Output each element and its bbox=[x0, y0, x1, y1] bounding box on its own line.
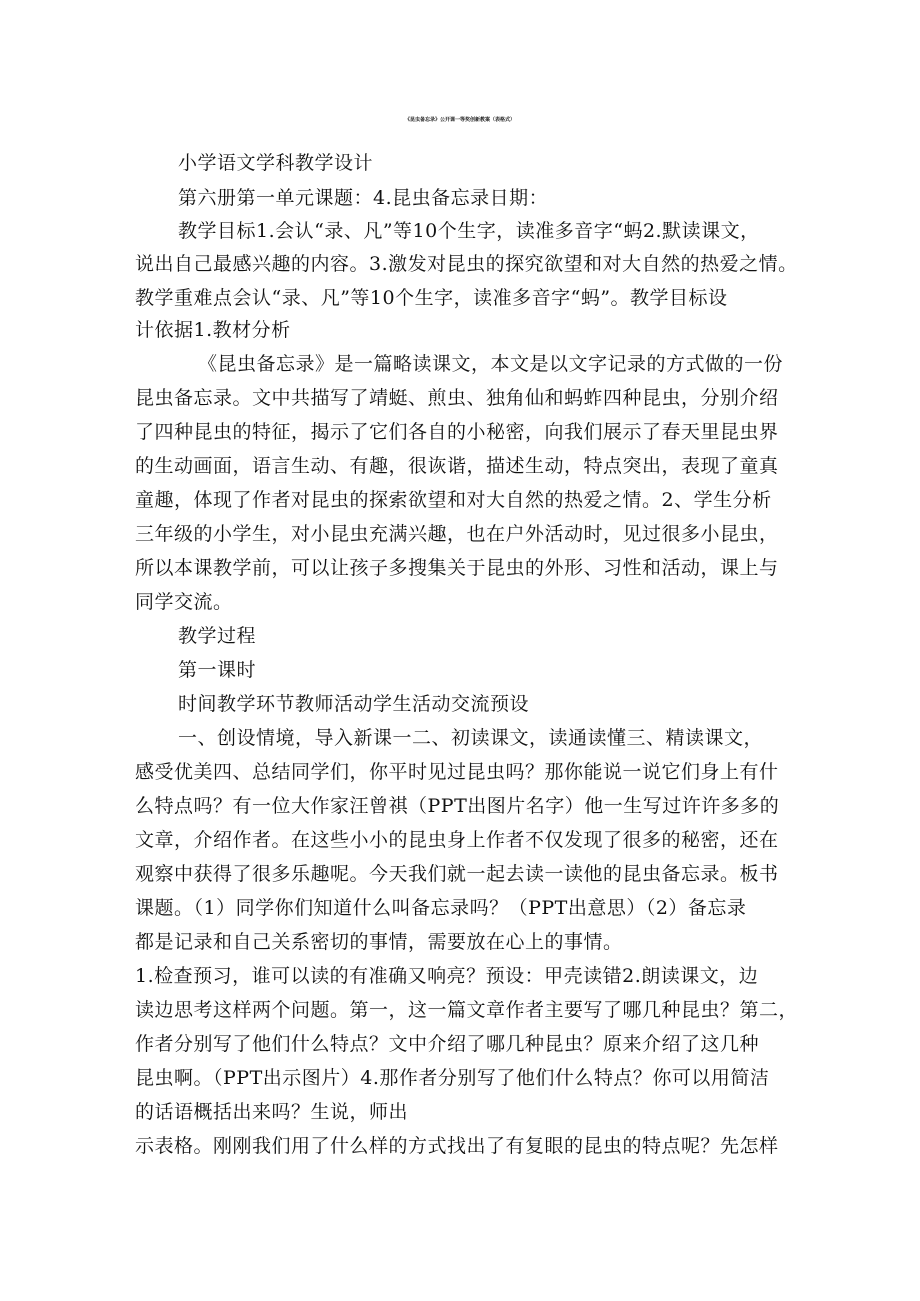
text-line: 都是记录和自己关系密切的事情，需要放在心上的事情。 bbox=[135, 931, 623, 953]
text-line: 教学目标1.会认“录、凡”等10个生字，读准多音字“蚂2.默读课文， bbox=[178, 220, 760, 242]
text-line: 昆虫啊。（PPT出示图片）4.那作者分别写了他们什么特点？你可以用简洁 bbox=[135, 1067, 770, 1089]
text-line: 时间教学环节教师活动学生活动交流预设 bbox=[178, 693, 530, 715]
text-line: 作者分别写了他们什么特点？文中介绍了哪几种昆虫？原来介绍了这几种 bbox=[135, 1033, 760, 1055]
text-line: 1.检查预习，谁可以读的有准确又响亮？预设：甲壳读错2.朗读课文，边 bbox=[135, 965, 759, 987]
text-line: 计依据1.教材分析 bbox=[135, 319, 291, 341]
text-line: 课题。（1）同学你们知道什么叫备忘录吗？（PPT出意思）（2）备忘录 bbox=[135, 897, 747, 919]
text-line: 《昆虫备忘录》是一篇略读课文，本文是以文字记录的方式做的一份 bbox=[198, 353, 784, 375]
text-line: 说出自己最感兴趣的内容。3.激发对昆虫的探究欲望和对大自然的热爱之情。 bbox=[135, 253, 798, 275]
text-line: 的话语概括出来吗？生说，师出 bbox=[135, 1101, 409, 1123]
text-line: 么特点吗？有一位大作家汪曾祺（PPT出图片名字）他一生写过许许多多的 bbox=[135, 795, 780, 817]
text-line: 感受优美四、总结同学们，你平时见过昆虫吗？那你能说一说它们身上有什 bbox=[135, 761, 779, 783]
text-line: 昆虫备忘录。文中共描写了靖蜓、煎虫、独角仙和蚂蚱四种昆虫，分别介绍 bbox=[135, 387, 779, 409]
text-line: 童趣，体现了作者对昆虫的探索欲望和对大自然的热爱之情。2、学生分析 bbox=[135, 489, 772, 511]
text-line: 读边思考这样两个问题。第一，这一篇文章作者主要写了哪几种昆虫？第二， bbox=[135, 999, 799, 1021]
text-line: 同学交流。 bbox=[135, 591, 233, 613]
text-line: 文章，介绍作者。在这些小小的昆虫身上作者不仅发现了很多的秘密，还在 bbox=[135, 829, 779, 851]
text-line: 第一课时 bbox=[178, 659, 257, 681]
text-line: 所以本课教学前，可以让孩子多搜集关于昆虫的外形、习性和活动，课上与 bbox=[135, 557, 779, 579]
text-line: 示表格。刚刚我们用了什么样的方式找出了有复眼的昆虫的特点呢？先怎样 bbox=[135, 1135, 779, 1157]
text-line: 小学语文学科教学设计 bbox=[178, 152, 374, 174]
text-line: 教学重难点会认“录、凡”等10个生字，读准多音字“蚂”。教学目标设 bbox=[135, 287, 728, 309]
text-line: 第六册第一单元课题：4.昆虫备忘录日期： bbox=[178, 187, 549, 209]
text-line: 的生动画面，语言生动、有趣，很诙谐，描述生动，特点突出，表现了童真 bbox=[135, 455, 779, 477]
text-line: 观察中获得了很多乐趣呢。今天我们就一起去读一读他的昆虫备忘录。板书 bbox=[135, 863, 779, 885]
text-line: 了四种昆虫的特征，揭示了它们各自的小秘密，向我们展示了春天里昆虫界 bbox=[135, 421, 779, 443]
text-line: 教学过程 bbox=[178, 625, 257, 647]
text-line: 三年级的小学生，对小昆虫充满兴趣，也在户外活动时，见过很多小昆虫， bbox=[135, 523, 779, 545]
text-line: 一、创设情境，导入新课一二、初读课文，读通读懂三、精读课文， bbox=[178, 727, 764, 749]
document-title: 《昆虫备忘录》公开课一等奖创新教案（表格式） bbox=[404, 117, 515, 123]
